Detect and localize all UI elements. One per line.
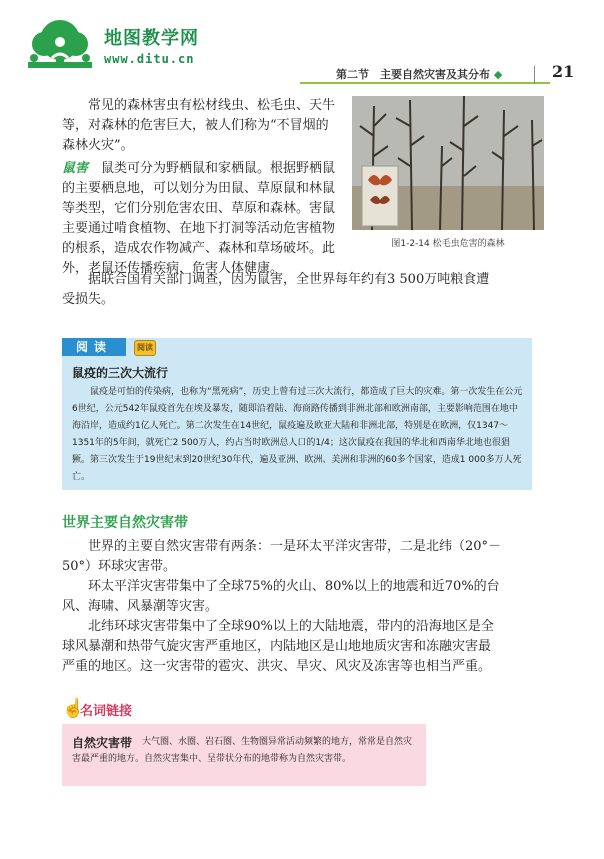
site-title: 地图教学网 xyxy=(104,28,199,49)
belt-paragraph-2: 环太平洋灾害带集中了全球75%的火山、80%以上的地震和近70%的台风、海啸、风暴潮等灾害。 xyxy=(62,579,500,614)
term-definition: 大气圈、水圈、岩石圈、生物圈异常活动频繁的地方，常常是自然灾害最严重的地方。自然灾害集中、呈带状分布的地带称为自然灾害带。 xyxy=(72,737,413,764)
header-rule xyxy=(300,82,550,84)
photo-caption: 图1-2-14 松毛虫危害的森林 xyxy=(391,239,505,249)
paragraph-grain-loss: 据联合国有关部门调查，因为鼠害，全世界每年约有3 500万吨粮食遭受损失。 xyxy=(62,272,490,307)
site-url: www.ditu.cn xyxy=(104,52,195,66)
forest-photo xyxy=(352,96,544,230)
page-number-divider xyxy=(534,66,535,84)
page-number: 21 xyxy=(552,62,575,81)
belt-heading: 世界主要自然灾害带 xyxy=(62,515,188,531)
paragraph-rats xyxy=(62,159,340,279)
diamond-icon: ◆ xyxy=(493,68,503,81)
term-title: 自然灾害带 xyxy=(72,736,133,750)
pointing-hand-icon: ☝ xyxy=(62,698,85,719)
site-logo xyxy=(22,18,98,76)
reading-title: 鼠疫的三次大流行 xyxy=(72,366,169,380)
tree-people-logo-icon xyxy=(22,18,98,76)
term-link-tag: 名词链接 xyxy=(80,704,133,719)
rat-keyword: 鼠害 xyxy=(62,161,89,176)
belt-section xyxy=(62,537,502,677)
reading-text: 鼠疫是可怕的传染病，也称为“黑死病”，历史上曾有过三次大流行，都造成了巨大的灾难。第一次发生在公元6世纪，公元542年鼠疫首先在埃及暴发，随即沿着陆、海商路传播到非洲北部和欧洲南部，主要影响范围在地中海沿岸，造成约1亿人死亡。第二次发生在14世纪，鼠疫遍及欧亚大陆和非洲北部，特别是在欧洲，仅1347～1351年的5年间，就死亡2 500万人，约占当时欧洲总人口的1/4；这次鼠疫在我国的华北和西南华北地也很猖獗。第三次发生于19世纪末到20世纪30年代，遍及亚洲、欧洲、美洲和非洲的60多个国家，造成1 000多万人死亡。 xyxy=(72,387,523,482)
pine-forest-illustration xyxy=(352,96,544,230)
reading-book-icon: 阅读 xyxy=(134,340,156,356)
section-title xyxy=(336,66,502,82)
belt-paragraph-3: 北纬环球灾害带集中了全球90%以上的大陆地震，带内的沿海地区是全球风暴潮和热带气旋灾害严重地区，内陆地区是山地地质灾害和冻融灾害最严重的地区。这一灾害带的雹灾、洪灾、旱灾、风灾及冻害等也相当严重。 xyxy=(62,619,494,674)
belt-paragraph-1: 世界的主要自然灾害带有两条：一是环太平洋灾害带，二是北纬（20°－50°）环球灾害带。 xyxy=(62,539,502,574)
paragraph-rats-text: 鼠类可分为野栖鼠和家栖鼠。根据野栖鼠的主要栖息地，可以划分为田鼠、草原鼠和林鼠等类型，它们分别危害农田、草原和森林。害鼠主要通过啃食植物、在地下打洞等活动危害植物的根系，造成农作物减产、森林和草场破坏。此外，老鼠还传播疾病，危害人体健康。 xyxy=(62,161,336,276)
section-title-text: 第二节 主要自然灾害及其分布 xyxy=(336,68,490,81)
reading-tab: 阅读 xyxy=(62,338,126,356)
paragraph-pests: 常见的森林害虫有松材线虫、松毛虫、天牛等，对森林的危害巨大，被人们称为“不冒烟的森林火灾”。 xyxy=(62,98,336,153)
